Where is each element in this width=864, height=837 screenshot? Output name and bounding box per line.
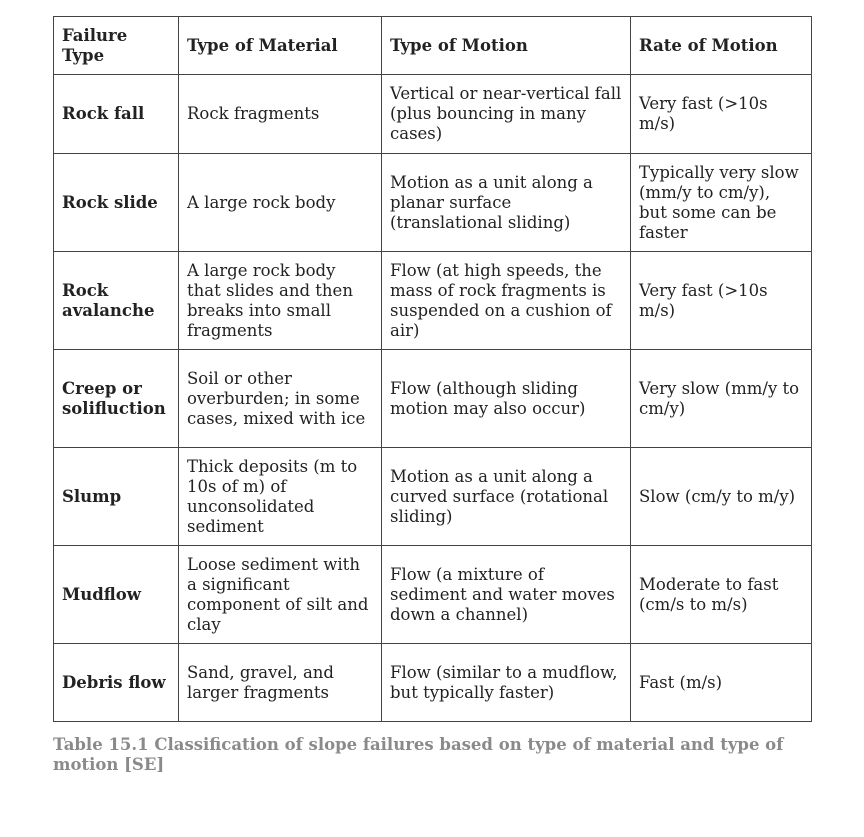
table-row xyxy=(54,448,812,546)
table-row xyxy=(54,350,812,448)
cell-rate: Typically very slow (mm/y to cm/y), but some can be faster xyxy=(631,154,812,252)
cell-motion: Flow (a mixture of sediment and water moves down a channel) xyxy=(382,546,631,644)
header-rate-of-motion: Rate of Motion xyxy=(631,17,812,75)
header-type-of-motion: Type of Motion xyxy=(382,17,631,75)
table-row xyxy=(54,252,812,350)
cell-failure-type: Rock avalanche xyxy=(54,252,179,350)
cell-failure-type: Rock slide xyxy=(54,154,179,252)
cell-rate: Slow (cm/y to m/y) xyxy=(631,448,812,546)
cell-material: Loose sediment with a significant component of silt and clay xyxy=(179,546,382,644)
table-row xyxy=(54,644,812,722)
cell-motion: Vertical or near-vertical fall (plus bouncing in many cases) xyxy=(382,75,631,154)
cell-failure-type: Creep or solifluction xyxy=(54,350,179,448)
cell-rate: Moderate to fast (cm/s to m/s) xyxy=(631,546,812,644)
document-page xyxy=(53,16,811,775)
cell-material: A large rock body that slides and then breaks into small fragments xyxy=(179,252,382,350)
table-header-row xyxy=(54,17,812,75)
cell-motion: Motion as a unit along a planar surface (translational sliding) xyxy=(382,154,631,252)
cell-material: A large rock body xyxy=(179,154,382,252)
table-row xyxy=(54,546,812,644)
cell-motion: Motion as a unit along a curved surface (rotational sliding) xyxy=(382,448,631,546)
table-row xyxy=(54,75,812,154)
cell-material: Sand, gravel, and larger fragments xyxy=(179,644,382,722)
cell-failure-type: Slump xyxy=(54,448,179,546)
cell-material: Thick deposits (m to 10s of m) of unconsolidated sediment xyxy=(179,448,382,546)
cell-rate: Fast (m/s) xyxy=(631,644,812,722)
table-caption: Table 15.1 Classification of slope failures based on type of material and type of motion [SE] xyxy=(53,735,784,774)
cell-rate: Very fast (>10s m/s) xyxy=(631,252,812,350)
slope-failure-table xyxy=(53,16,812,722)
cell-failure-type: Debris flow xyxy=(54,644,179,722)
cell-material: Soil or other overburden; in some cases, mixed with ice xyxy=(179,350,382,448)
cell-motion: Flow (at high speeds, the mass of rock fragments is suspended on a cushion of air) xyxy=(382,252,631,350)
table-row xyxy=(54,154,812,252)
header-failure-type: Failure Type xyxy=(54,17,179,75)
cell-rate: Very fast (>10s m/s) xyxy=(631,75,812,154)
cell-motion: Flow (although sliding motion may also occur) xyxy=(382,350,631,448)
header-type-of-material: Type of Material xyxy=(179,17,382,75)
cell-motion: Flow (similar to a mudflow, but typically faster) xyxy=(382,644,631,722)
cell-material: Rock fragments xyxy=(179,75,382,154)
cell-rate: Very slow (mm/y to cm/y) xyxy=(631,350,812,448)
cell-failure-type: Mudflow xyxy=(54,546,179,644)
cell-failure-type: Rock fall xyxy=(54,75,179,154)
